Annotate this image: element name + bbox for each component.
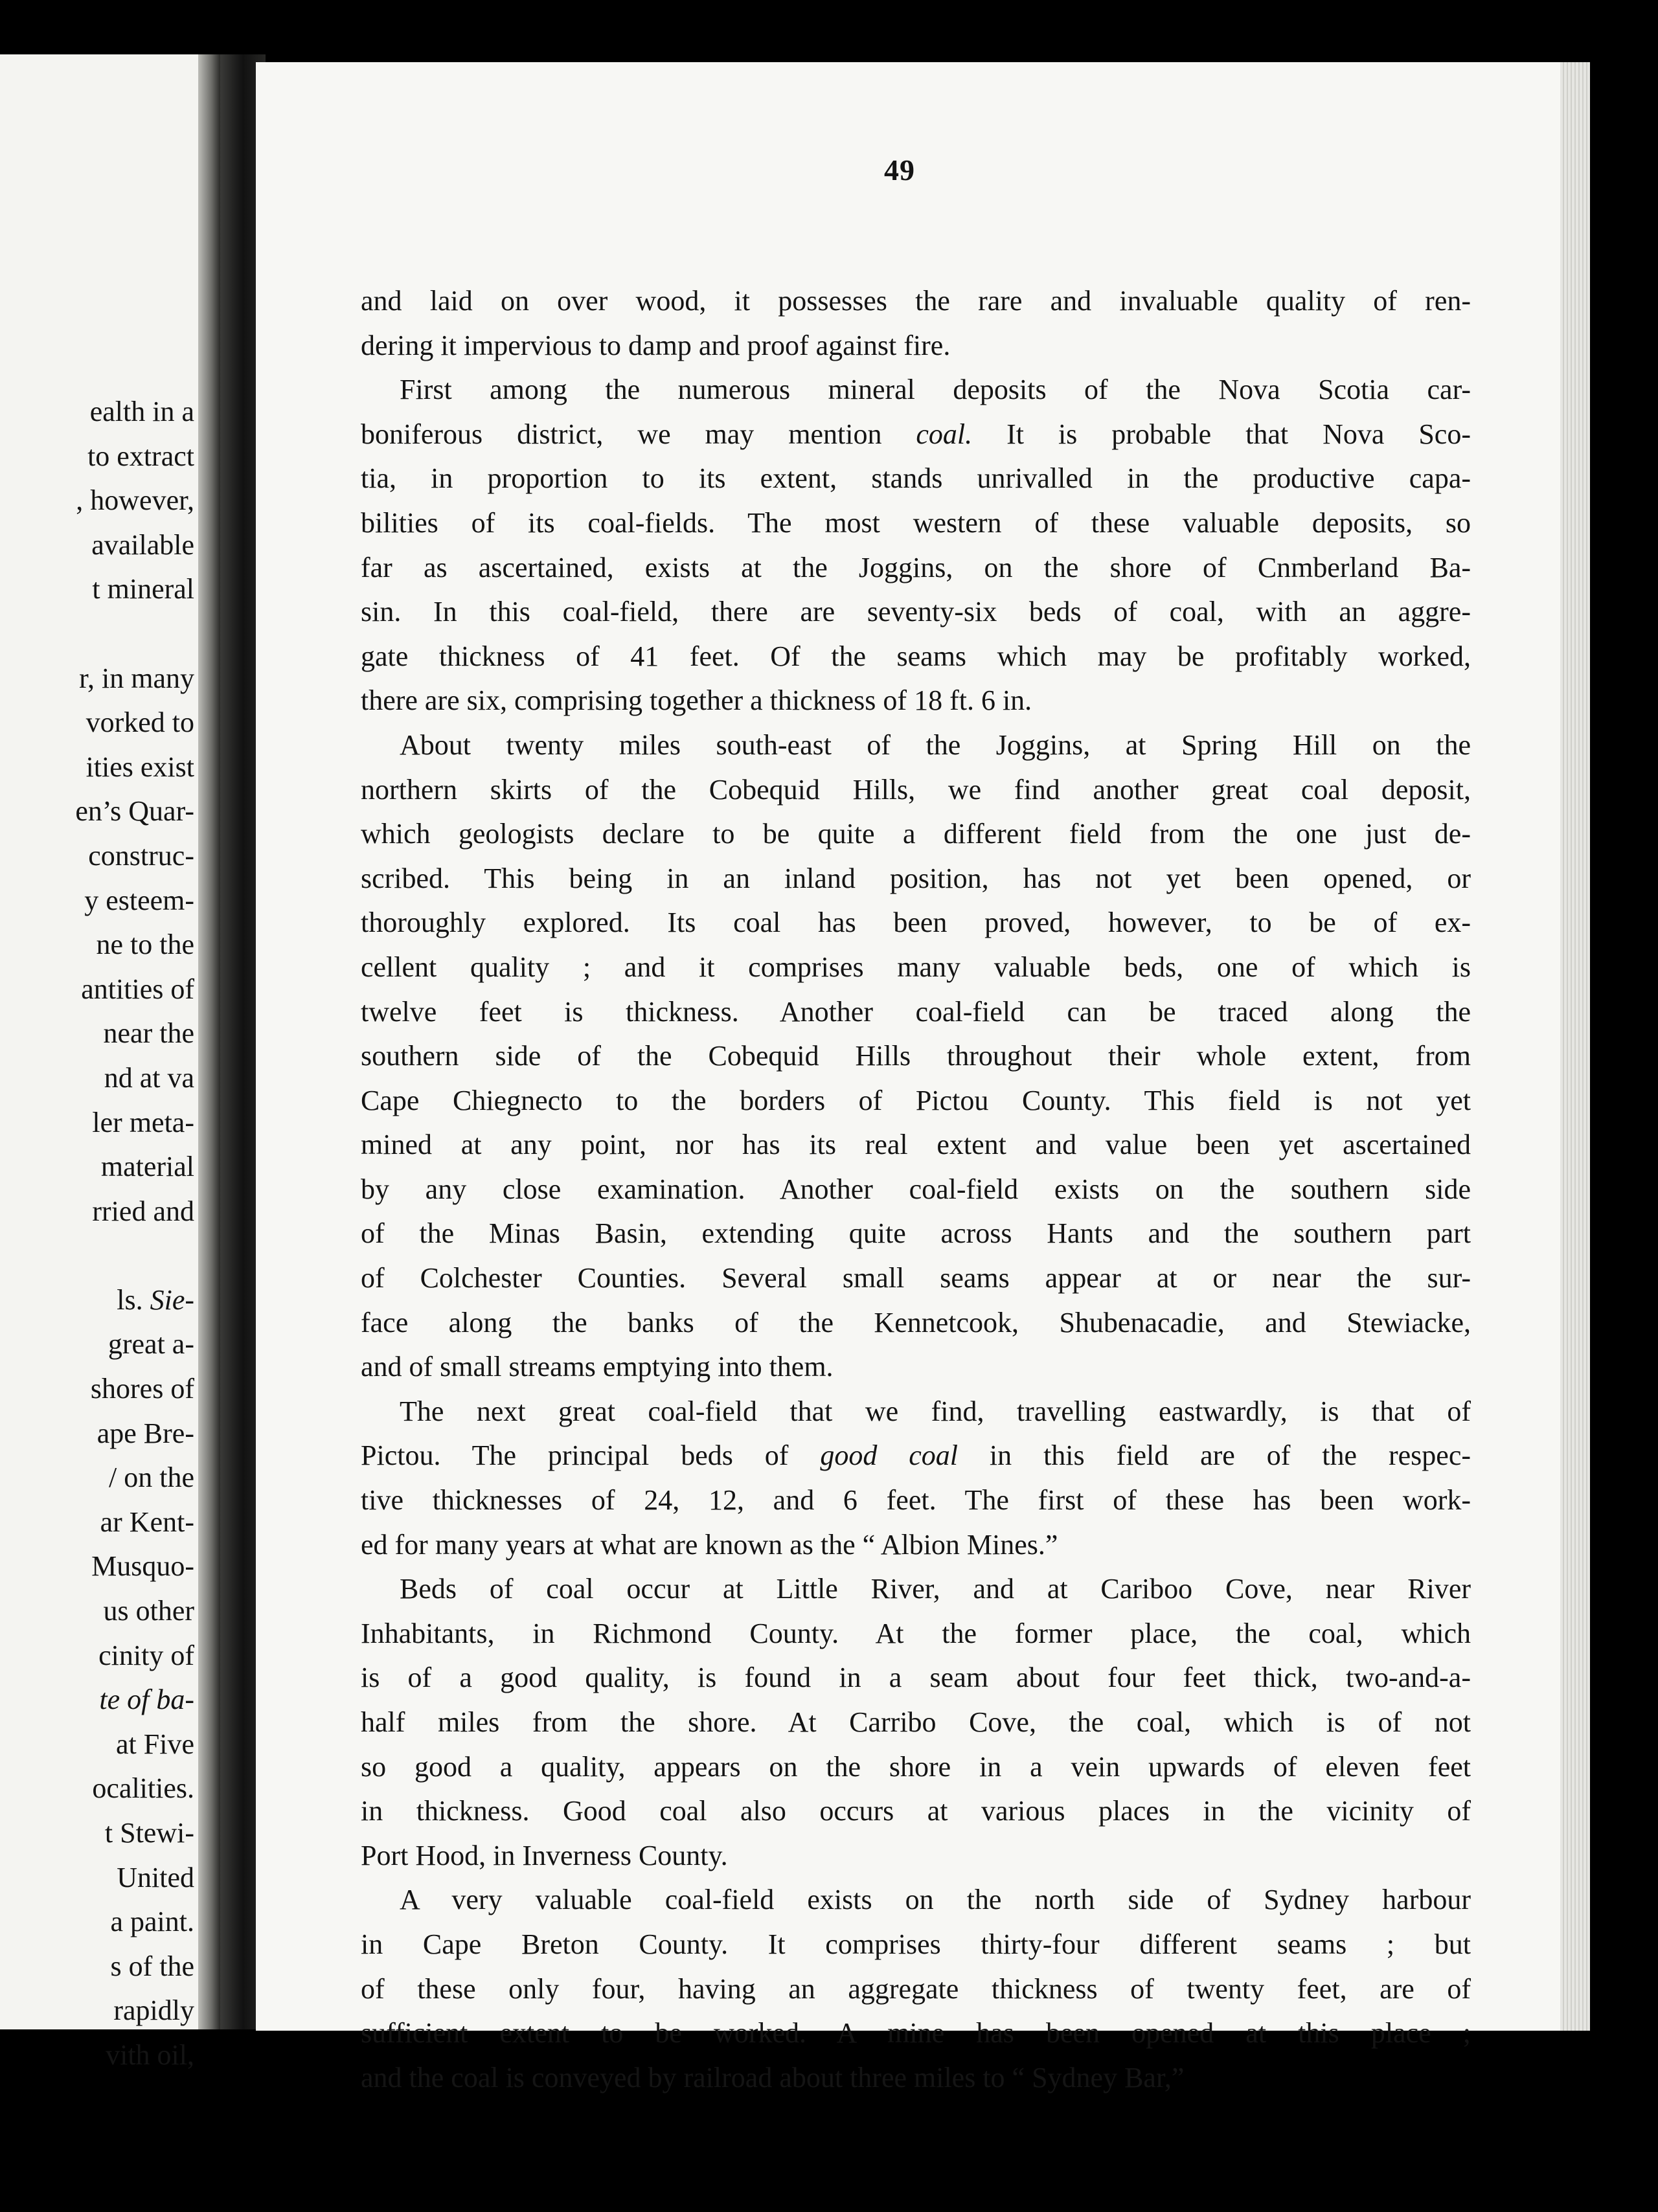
text-line: and the coal is conveyed by railroad about three miles to “ Sydney Bar,” <box>361 2061 1185 2094</box>
text-line: twelve feet is thickness. Another coal-field can be traced along the <box>361 995 1471 1028</box>
text-line: and laid on over wood, it possesses the rare and invaluable quality of ren- <box>361 285 1471 317</box>
text-line: scribed. This being in an inland position, has not yet been opened, or <box>361 862 1471 894</box>
facing-page-line: Musquo- <box>91 1550 194 1583</box>
paragraph <box>361 1390 1471 1567</box>
facing-page-line: en’s Quar- <box>75 795 194 828</box>
text-line: northern skirts of the Cobequid Hills, we find another great coal deposit, <box>361 773 1471 806</box>
facing-page-line: near the <box>103 1017 194 1050</box>
facing-page-line: t mineral <box>92 573 194 605</box>
text-line: sufficient extent to be worked. A mine has been opened at this place ; <box>361 2017 1471 2049</box>
text-line: which geologists declare to be quite a different field from the one just de- <box>361 818 1471 850</box>
facing-page-line: rapidly <box>113 1994 194 2027</box>
page-edge <box>1560 62 1590 2031</box>
text-line: About twenty miles south-east of the Joggins, at Spring Hill on the <box>400 728 1471 761</box>
page-number: 49 <box>884 153 915 186</box>
facing-page-line: s of the <box>110 1950 194 1982</box>
text-line: mined at any point, nor has its real extent and value been yet ascertained <box>361 1129 1471 1161</box>
facing-page-line: cinity of <box>98 1639 194 1671</box>
text-line: face along the banks of the Kennetcook, Shubenacadie, and Stewiacke, <box>361 1306 1471 1338</box>
facing-page-line: us other <box>103 1595 194 1627</box>
text-line: sin. In this coal-field, there are seventy-six beds of coal, with an aggre- <box>361 596 1471 628</box>
paragraph <box>361 723 1471 1390</box>
text-line: cellent quality ; and it comprises many valuable beds, one of which is <box>361 951 1471 983</box>
paragraph <box>361 1567 1471 1878</box>
facing-page-line: rried and <box>92 1195 194 1227</box>
text-line: First among the numerous mineral deposits of the Nova Scotia car- <box>400 374 1471 406</box>
text-line: Inhabitants, in Richmond County. At the former place, the coal, which <box>361 1617 1471 1649</box>
paragraph <box>361 279 1471 368</box>
paragraph <box>361 1878 1471 2100</box>
facing-page-line: vith oil, <box>106 2038 194 2071</box>
facing-page-line: vorked to <box>85 706 194 739</box>
text-line: A very valuable coal-field exists on the north side of Sydney harbour <box>400 1884 1471 1916</box>
text-line: half miles from the shore. At Carribo Cove, the coal, which is of not <box>361 1706 1471 1738</box>
facing-page-line: y esteem- <box>84 884 194 916</box>
text-line: in thickness. Good coal also occurs at various places in the vicinity of <box>361 1795 1471 1827</box>
facing-page-text <box>0 390 194 2078</box>
text-line: southern side of the Cobequid Hills throughout their whole extent, from <box>361 1040 1471 1072</box>
facing-page-line: construc- <box>88 839 194 872</box>
text-line: The next great coal-field that we find, travelling eastwardly, is that of <box>400 1395 1471 1427</box>
facing-page-line: available <box>91 528 194 561</box>
text-line: is of a good quality, is found in a seam about four feet thick, two-and-a- <box>361 1662 1471 1694</box>
text-line: of Colchester Counties. Several small seams appear at or near the sur- <box>361 1262 1471 1294</box>
text-line: and of small streams emptying into them. <box>361 1351 834 1383</box>
text-line: tive thicknesses of 24, 12, and 6 feet. The first of these has been work- <box>361 1484 1471 1517</box>
facing-page-line: material <box>100 1151 194 1183</box>
facing-page-line: ities exist <box>85 751 194 783</box>
facing-page-line <box>0 612 194 657</box>
paragraph <box>361 368 1471 723</box>
facing-page-line: at Five <box>116 1728 194 1760</box>
facing-page <box>0 54 220 2071</box>
facing-page-line: a paint. <box>110 1906 194 1938</box>
facing-page-line: to extract <box>87 440 194 472</box>
text-line: thoroughly explored. Its coal has been proved, however, to be of ex- <box>361 907 1471 939</box>
facing-page-line: r, in many <box>79 662 194 694</box>
text-line: of the Minas Basin, extending quite across Hants and the southern part <box>361 1217 1471 1250</box>
facing-page-line: ls. Sie- <box>117 1283 194 1316</box>
text-line: tia, in proportion to its extent, stands unrivalled in the productive capa- <box>361 462 1471 495</box>
facing-page-line: t Stewi- <box>104 1817 194 1849</box>
facing-page-line: ape Bre- <box>97 1417 194 1449</box>
page-49 <box>256 62 1590 2094</box>
body-text <box>361 279 1471 2100</box>
text-line: Beds of coal occur at Little River, and at Cariboo Cove, near River <box>400 1573 1471 1605</box>
facing-page-line: ocalities. <box>92 1772 194 1805</box>
facing-page-line: ealth in a <box>89 396 194 427</box>
facing-page-line: ler meta- <box>92 1106 194 1138</box>
text-line: in Cape Breton County. It comprises thirty-four different seams ; but <box>361 1928 1471 1960</box>
text-line: by any close examination. Another coal-field exists on the southern side <box>361 1173 1471 1205</box>
text-line: boniferous district, we may mention coal. It is probable that Nova Sco- <box>361 418 1471 450</box>
facing-page-line: / on the <box>109 1462 194 1494</box>
text-line: Cape Chiegnecto to the borders of Pictou County. This field is not yet <box>361 1084 1471 1116</box>
facing-page-line: ne to the <box>96 929 194 961</box>
facing-page-line <box>0 1234 194 1278</box>
text-line: dering it impervious to damp and proof against fire. <box>361 329 951 361</box>
facing-page-line: antities of <box>81 973 194 1005</box>
facing-page-line: shores of <box>90 1373 194 1405</box>
facing-page-line: great a- <box>108 1328 194 1360</box>
facing-page-line: te of ba- <box>99 1684 194 1716</box>
text-line: Port Hood, in Inverness County. <box>361 1839 728 1871</box>
facing-page-spine <box>198 54 220 2029</box>
facing-page-line: United <box>117 1861 194 1893</box>
text-line: there are six, comprising together a thickness of 18 ft. 6 in. <box>361 684 1032 717</box>
text-line: Pictou. The principal beds of good coal in this field are of the respec- <box>361 1439 1471 1472</box>
text-line: bilities of its coal-fields. The most western of these valuable deposits, so <box>361 506 1471 539</box>
text-line: of these only four, having an aggregate thickness of twenty feet, are of <box>361 1972 1471 2005</box>
text-line: so good a quality, appears on the shore in a vein upwards of eleven feet <box>361 1750 1471 1783</box>
facing-page-line: nd at va <box>104 1061 194 1094</box>
text-line: ed for many years at what are known as the “ Albion Mines.” <box>361 1528 1058 1561</box>
text-line: gate thickness of 41 feet. Of the seams which may be profitably worked, <box>361 640 1471 672</box>
facing-page-line: , however, <box>76 484 194 517</box>
text-line: far as ascertained, exists at the Joggins, on the shore of Cnmberland Ba- <box>361 551 1471 583</box>
facing-page-line: ar Kent- <box>100 1506 194 1538</box>
